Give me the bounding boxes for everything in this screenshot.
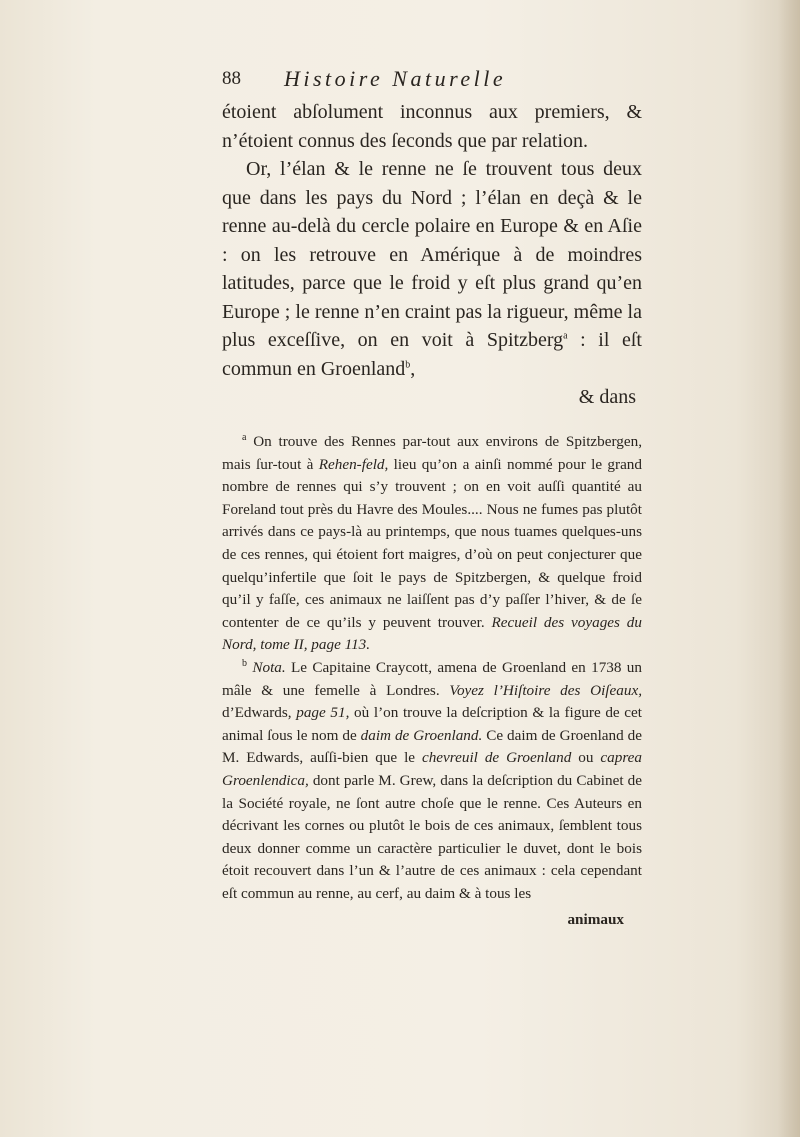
footnote-b-text-2: d’Edwards, (222, 704, 297, 722)
footnote-b-text-6: dont parle M. Grew, dans la deſcription du Cabinet de la Société royale, ne ſont autre choſe que le renne. Ces Auteurs en décrivant les cornes ou plutôt le bois de ces animaux, ſemblent tous deux donner comme un caractère particulier le duvet, dont le bois étoit recouvert dans l’un & l’autre de ces animaux : cela cependant eſt commun au renne, au cerf, au daim & à tous les (222, 771, 642, 902)
footnote-ref-b[interactable]: b (405, 358, 411, 370)
footnote-b-term-1: daim de Groenland. (360, 726, 483, 744)
page-edge-shadow (778, 0, 800, 1137)
footnote-b-term-2: chevreuil de Groenland (421, 749, 572, 767)
footnote-b-term-3: caprea Groenlendica, (222, 749, 643, 789)
footnote-a-place: Rehen-feld, (318, 455, 389, 473)
footnote-ref-a[interactable]: a (563, 330, 568, 342)
paragraph-text-c: , (410, 357, 416, 380)
footnote-b-nota: Nota. (252, 658, 286, 676)
footnotes (222, 431, 642, 932)
footnote-a-reference: Recueil des voyages du Nord, tome II, page 113. (222, 613, 642, 654)
paragraph-elan-renne (222, 155, 642, 383)
footnote-b-reference-2: page 51, (296, 704, 350, 722)
footnote-marker-b: b (242, 657, 247, 669)
paragraph-text-a: Or, l’élan & le renne ne ſe trouvent tous deux que dans les pays du Nord ; l’élan en deçà & le renne au-delà du cercle polaire en Europe & en Aſie : on les retrouve en Amérique à de moindres latitudes, parce que le froid y eſt plus grand qu’en Europe ; le renne n’en craint pas la rigueur, même la plus exceſſive, on en voit à Spitzberg (222, 158, 642, 351)
footnote-b-reference-1: Voyez l’Hiſtoire des Oiſeaux, (449, 681, 642, 699)
footnote-catchword: animaux (567, 911, 624, 929)
footnote-b-text-5: ou (571, 749, 601, 767)
main-text (222, 98, 642, 412)
footnote-marker-a: a (242, 431, 247, 443)
paragraph-text-b: : il eſt commun en Groenland (222, 329, 642, 380)
footnote-a-text-2: lieu qu’on a ainſi nommé pour le grand nombre de rennes qui s’y trouvent ; on en voit auſſi quantité au Foreland tout près du Havre des Moules.... Nous ne fumes pas plutôt arrivés dans ce pays-là au printemps, que nous tuames quelques-uns de ces rennes, qui étoient fort maigres, d’où on peut conjecturer que quelqu’infertile que ſoit le pays de Spitzbergen, & quelque froid qu’il y faſſe, ces animaux ne laiſſent pas d’y paſſer l’hiver, & de ſe contenter de ce qu’ils y peuvent trouver. (222, 455, 642, 631)
page-number: 88 (222, 68, 241, 89)
footnote-a-text-1: On trouve des Rennes par-tout aux environs de Spitzbergen, mais ſur-tout à (222, 433, 642, 473)
footnote-a (222, 431, 642, 657)
footnote-b-text-3: où l’on trouve la deſcription & la figure de cet animal ſous le nom de (222, 704, 643, 744)
page-header (222, 66, 642, 96)
catchword: & dans (578, 386, 636, 408)
running-title: Histoire Naturelle (284, 66, 507, 91)
footnote-b-text-1: Le Capitaine Craycott, amena de Groenland en 1738 un mâle & une femelle à Londres. (222, 658, 642, 699)
footnote-b-text-4: Ce daim de Groenland de M. Edwards, auſſi-bien que le (222, 726, 642, 767)
paragraph-continued: étoient abſolument inconnus aux premiers, & n’étoient connus des ſeconds que par relation. (222, 101, 642, 152)
footnote-b (222, 657, 642, 906)
